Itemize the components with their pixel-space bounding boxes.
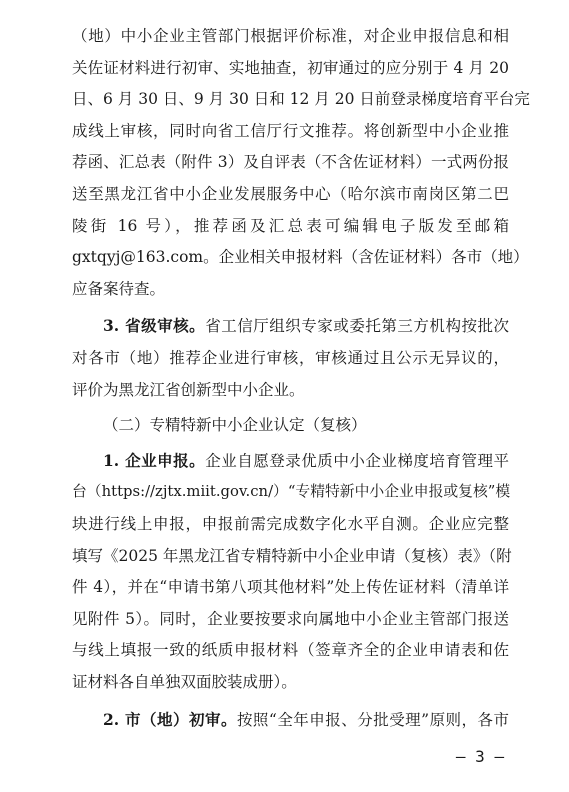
text-line: 应备案待查。 <box>72 279 166 298</box>
paragraph-heading: 1. 企业申报。 <box>103 450 206 470</box>
page-number: — 3 — <box>455 747 505 767</box>
text-line: 按照“全年申报、分批受理”原则，各市 <box>236 710 510 729</box>
paragraph-line-first <box>103 706 509 734</box>
text-line: 填写《2025 年黑龙江省专精特新中小企业申请（复核）表》（附 <box>72 546 512 565</box>
paragraph-heading: 3. 省级审核。 <box>103 316 206 336</box>
text-line: 省工信厅组织专家或委托第三方机构按批次 <box>205 317 509 336</box>
text-line: 企业自愿登录优质中小企业梯度培育管理平 <box>205 451 509 470</box>
paragraph-heading: 2. 市（地）初审。 <box>103 709 237 729</box>
text-line: 陵街 16 号），推荐函及汇总表可编辑电子版发至邮箱 <box>72 216 509 235</box>
text-line: 关佐证材料进行初审、实地抽查，初审通过的应分别于 4 月 20 <box>72 58 509 77</box>
text-line: 与线上填报一致的纸质申报材料（签章齐全的企业申请表和佐 <box>72 641 509 660</box>
text-line: 对各市（地）推荐企业进行审核，审核通过且公示无异议的， <box>72 349 509 367</box>
text-line: 评价为黑龙江省创新型中小企业。 <box>72 380 305 399</box>
text-line: 块进行线上申报，申报前需完成数字化水平自测。企业应完整 <box>72 515 509 533</box>
text-line-with-url: 台（https://zjtx.miit.gov.cn/）“专精特新中小企业申报或复核”模 <box>72 483 511 501</box>
text-line: 日、6 月 30 日、9 月 30 日和 12 月 20 日前登录梯度培育平台完 <box>72 90 530 109</box>
section-heading: （二）专精特新中小企业认定（复核） <box>103 416 367 435</box>
text-line: 成线上审核，同时向省工信厅行文推荐。将创新型中小企业推 <box>72 121 509 140</box>
paragraph-line-first <box>103 312 509 340</box>
text-line: 证材料各自单独双面胶装成册）。 <box>72 673 297 691</box>
text-line: 件 4），并在“申请书第八项其他材料”处上传佐证材料（清单详 <box>72 578 509 597</box>
text-line: 送至黑龙江省中小企业发展服务中心（哈尔滨市南岗区第二巴 <box>72 185 509 203</box>
text-line: 荐函、汇总表（附件 3）及自评表（不含佐证材料）一式两份报 <box>72 153 509 172</box>
text-line: （地）中小企业主管部门根据评价标准，对企业申报信息和相 <box>72 27 509 45</box>
text-line: 见附件 5）。同时，企业要按要求向属地中小企业主管部门报送 <box>72 609 509 628</box>
paragraph-line-first <box>103 447 509 475</box>
text-line: gxtqyj@163.com。企业相关申报材料（含佐证材料）各市（地） <box>72 248 529 267</box>
